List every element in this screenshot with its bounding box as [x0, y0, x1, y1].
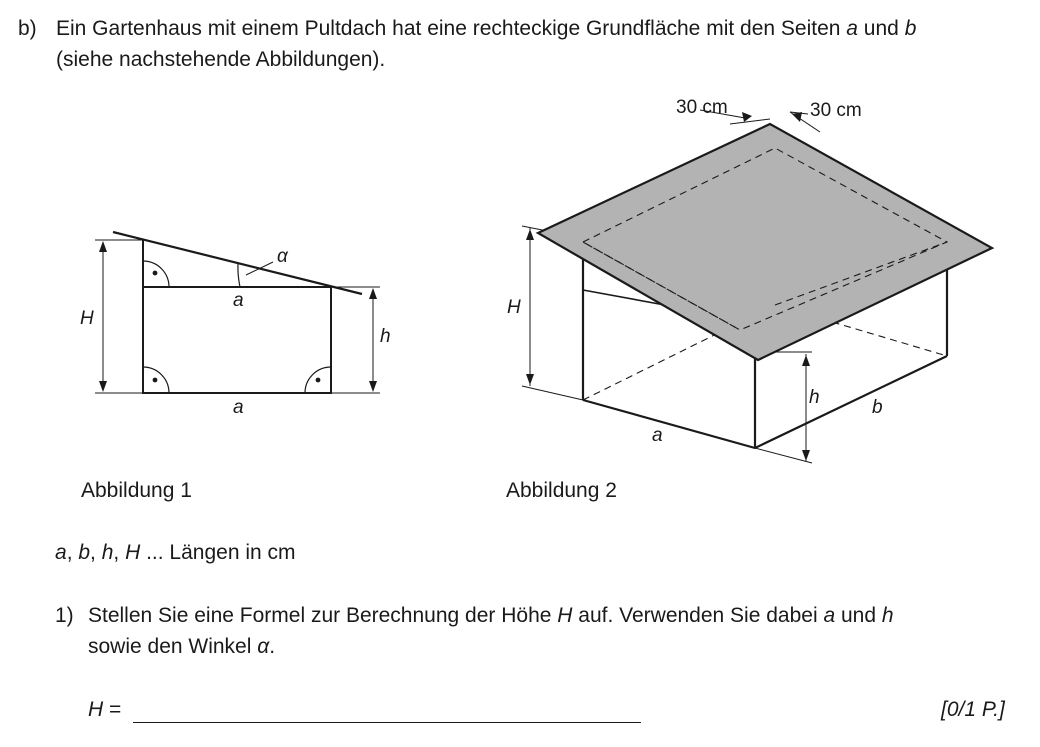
roof-panel — [538, 124, 992, 360]
question-number: 1) — [55, 604, 74, 627]
legend-var-h: h — [101, 541, 114, 564]
task-text-b: und — [857, 17, 905, 40]
task-text-line2: (siehe nachstehende Abbildungen). — [56, 48, 386, 71]
fig1-label-H: H — [80, 308, 94, 329]
question-var-a: a — [823, 604, 836, 627]
question-var-H: H — [557, 604, 573, 627]
fig2-label-30cm-left: 30 cm — [676, 97, 728, 118]
fig2-label-30cm-right: 30 cm — [810, 100, 862, 121]
answer-var-H: H — [88, 698, 104, 721]
answer-input-line[interactable] — [133, 722, 641, 723]
fig1-label-h: h — [380, 326, 391, 347]
figure-2-caption: Abbildung 2 — [506, 479, 617, 502]
variables-legend — [55, 537, 296, 569]
fig1-label-a-top: a — [233, 290, 244, 311]
arrow-h-bottom-2 — [802, 450, 810, 461]
box-front-left-edges — [583, 356, 947, 448]
answer-eq: = — [103, 698, 122, 721]
question-text-1: Stellen Sie eine Formel zur Berechnung der Höhe — [88, 604, 558, 627]
legend-sep-3: , — [113, 541, 126, 564]
overhang-left-dim — [730, 119, 770, 124]
fig2-label-a: a — [652, 425, 663, 446]
question-text-4: sowie den Winkel — [88, 635, 258, 658]
arrow-h-top-2 — [802, 355, 810, 366]
question-line2 — [88, 631, 275, 663]
question-text-2: auf. Verwenden Sie dabei — [572, 604, 824, 627]
task-text-a: Ein Gartenhaus mit einem Pultdach hat eine rechteckige Grundfläche mit den Seiten — [56, 17, 847, 40]
figure-1-caption: Abbildung 1 — [81, 479, 192, 502]
task-label: b) — [18, 17, 37, 40]
legend-var-b: b — [78, 541, 91, 564]
fig1-label-a-bottom: a — [233, 397, 244, 418]
fig2-label-H: H — [507, 297, 521, 318]
question-line1 — [88, 600, 894, 632]
question-var-h: h — [881, 604, 894, 627]
question-var-alpha: α — [257, 635, 270, 658]
legend-suffix: ... Längen in cm — [140, 541, 296, 564]
arrow-overhang-right — [792, 112, 802, 122]
arrow-overhang-left — [742, 112, 752, 122]
var-b: b — [904, 17, 917, 40]
legend-var-H: H — [125, 541, 141, 564]
question-text-3: und — [835, 604, 882, 627]
arrow-H-bottom-2 — [526, 374, 534, 385]
fig2-label-b: b — [872, 397, 883, 418]
legend-sep-2: , — [90, 541, 102, 564]
question-text-5: . — [269, 635, 276, 658]
var-a: a — [846, 17, 858, 40]
points-label: [0/1 P.] — [941, 698, 1005, 721]
fig1-label-alpha: α — [277, 246, 288, 267]
fig2-label-h: h — [809, 387, 820, 408]
arrow-H-top-2 — [526, 229, 534, 240]
answer-label — [88, 694, 121, 726]
ext-line-H-bottom-2 — [522, 386, 583, 400]
legend-sep-1: , — [66, 541, 79, 564]
legend-var-a: a — [55, 541, 67, 564]
